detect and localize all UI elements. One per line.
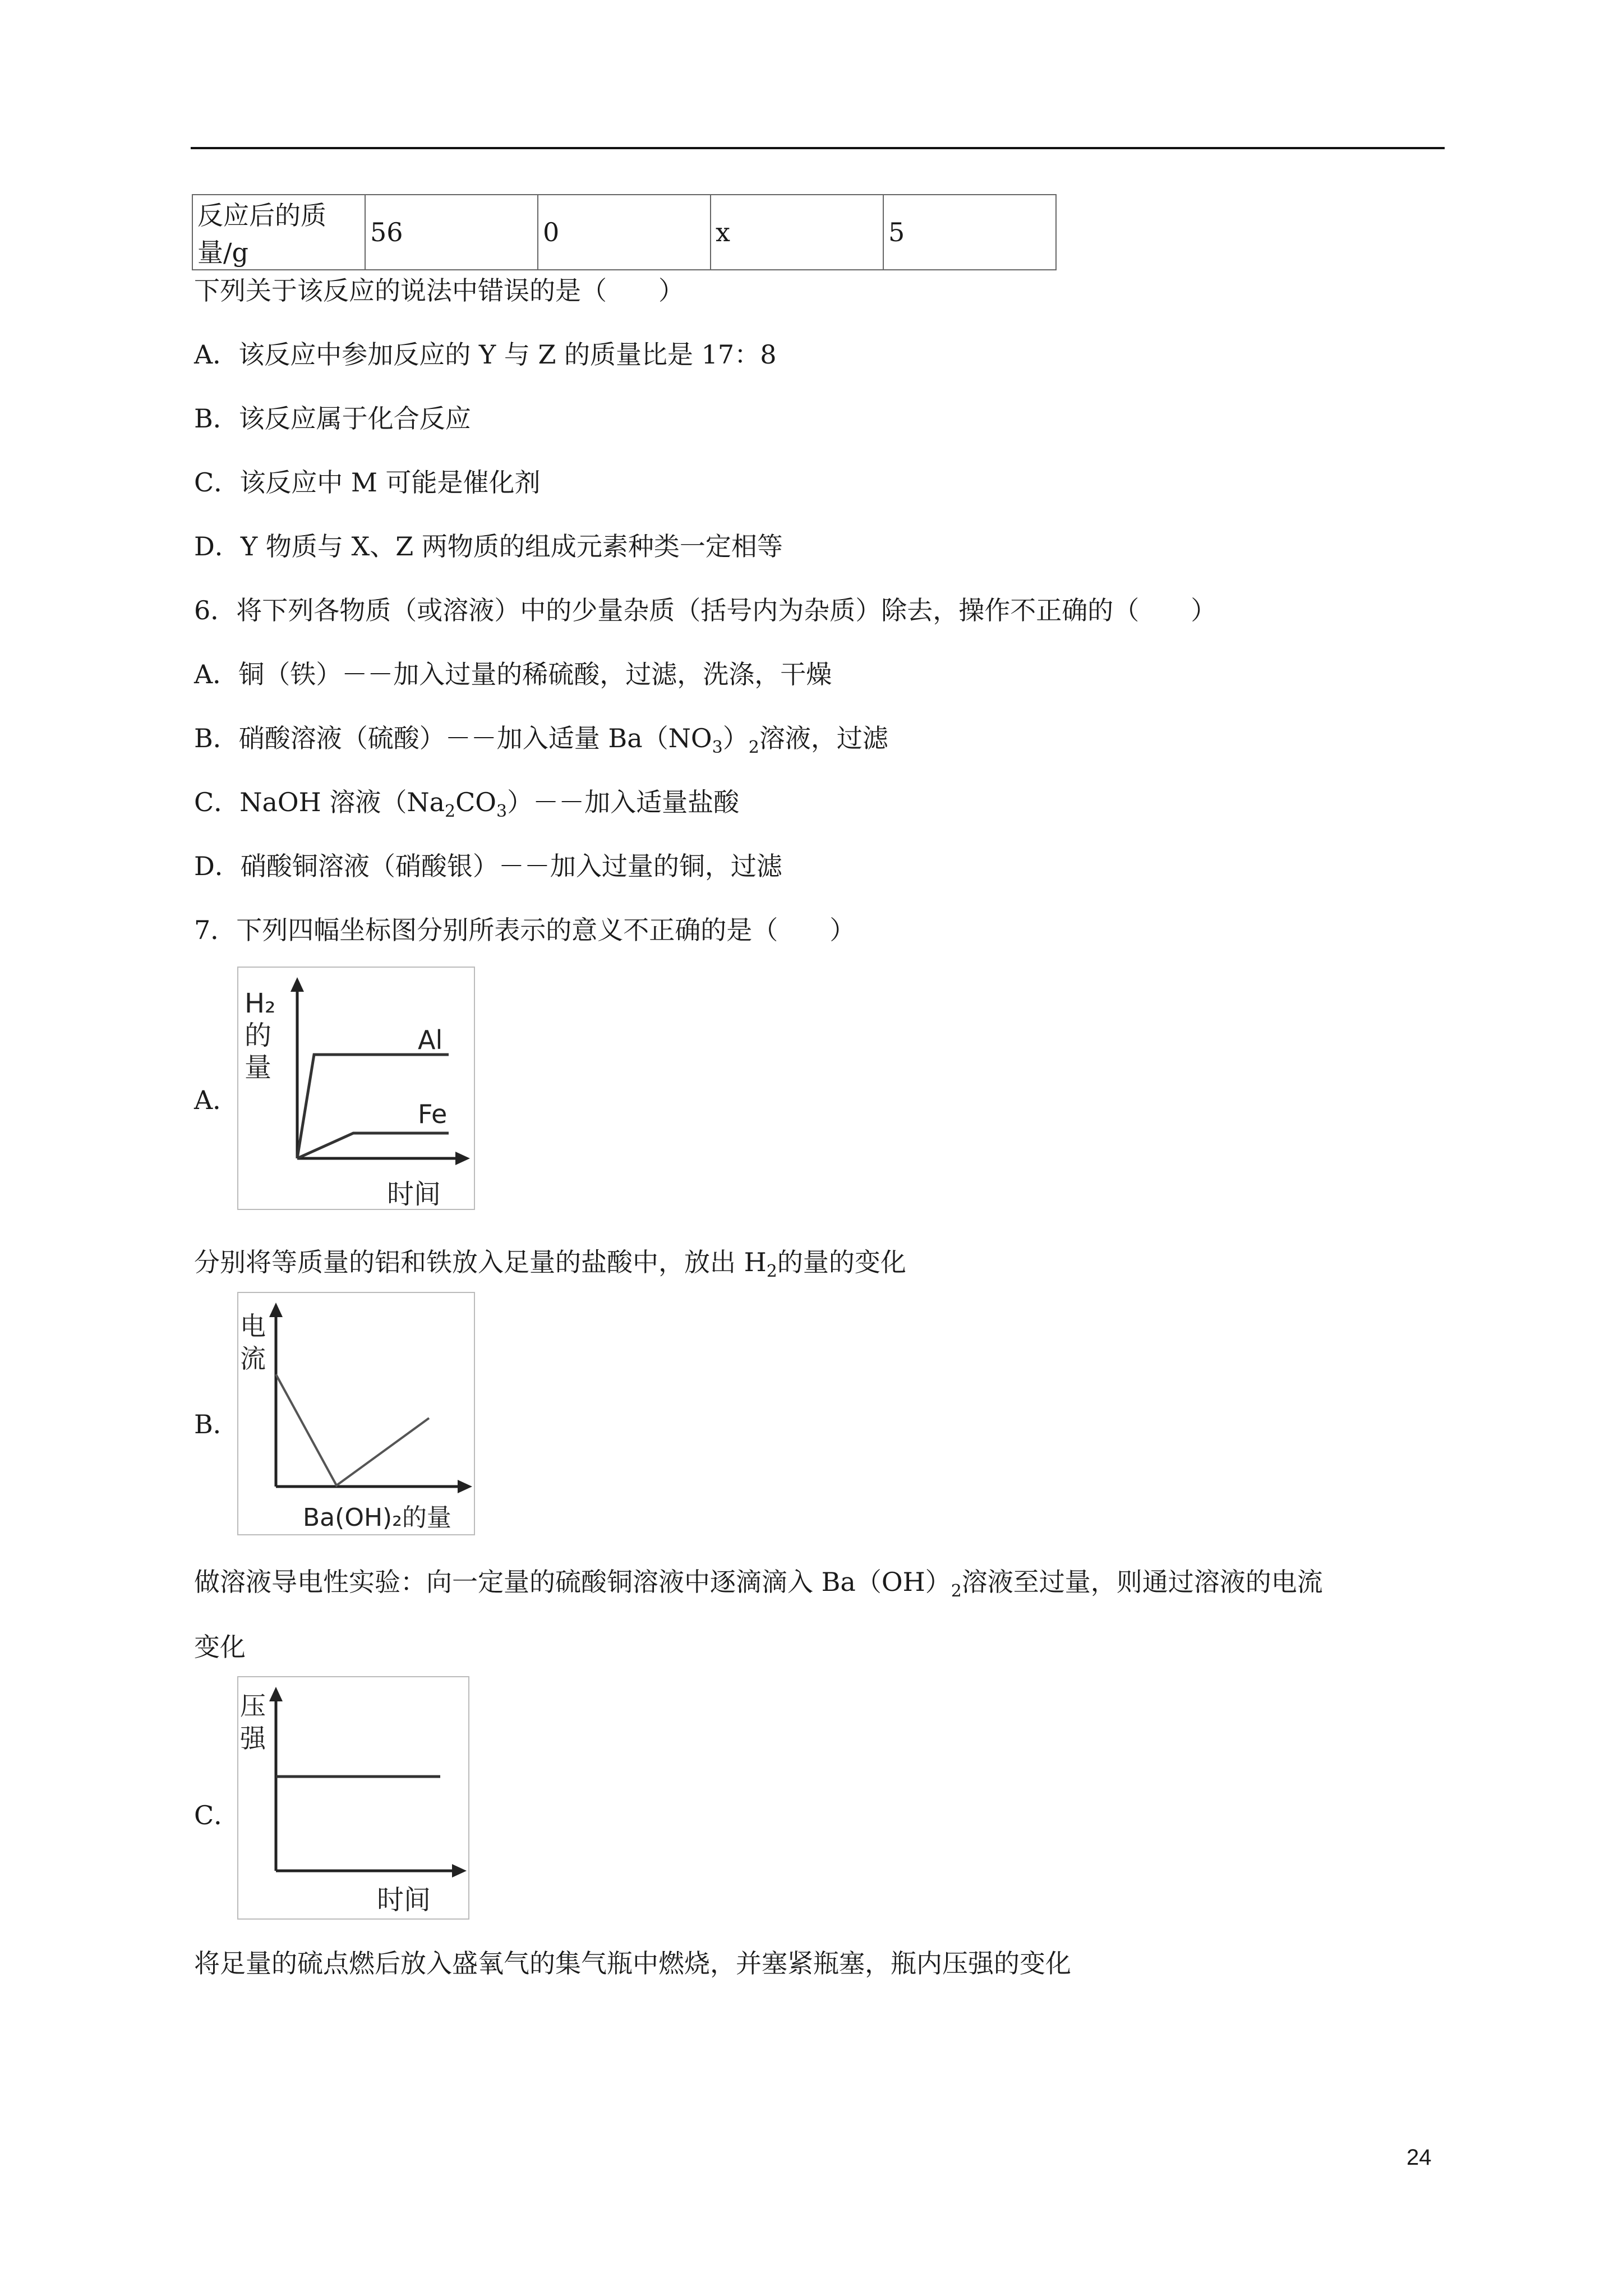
q6-option-b: B．硝酸溶液（硫酸）－－加入适量 $Ba(NO_3)_2$溶液，过滤 xyxy=(194,723,888,758)
q7-b-desc-line1: 做溶液导电性实验：向一定量的硫酸铜溶液中逐滴滴入 $Ba(OH)_2$溶液至过量，则通过溶液的电流 xyxy=(194,1567,1323,1602)
q7-a-desc: 分别将等质量的铝和铁放入足量的盐酸中，放出 $H_2$的量的变化 xyxy=(194,1247,906,1282)
series-label-al: Al xyxy=(418,1025,443,1055)
mass-table xyxy=(192,194,1057,270)
graph-a xyxy=(236,965,477,1212)
y-label-1: 压 xyxy=(240,1691,266,1721)
table-cell: x xyxy=(711,195,883,270)
q7-b-desc-line2: 变化 xyxy=(194,1632,246,1662)
y-label-3: 量 xyxy=(245,1052,272,1083)
q7-b-label: B． xyxy=(194,1409,239,1439)
graph-b xyxy=(236,1290,477,1537)
q6-option-a: A．铜（铁）－－加入过量的稀硫酸，过滤，洗涤，干燥 xyxy=(194,659,832,689)
q7-c-desc: 将足量的硫点燃后放入盛氧气的集气瓶中燃烧，并塞紧瓶塞，瓶内压强的变化 xyxy=(194,1948,1071,1978)
y-label-2: 流 xyxy=(240,1343,266,1374)
q7-stem: 7．下列四幅坐标图分别所表示的意义不正确的是（ ） xyxy=(194,915,856,945)
table-cell: 56 xyxy=(365,195,538,270)
x-label: 时间 xyxy=(387,1179,441,1210)
fe-curve xyxy=(297,1133,449,1158)
table-cell: 5 xyxy=(883,195,1056,270)
table-cell: 0 xyxy=(538,195,711,270)
q6-stem: 6．将下列各物质（或溶液）中的少量杂质（括号内为杂质）除去，操作不正确的（ ） xyxy=(194,595,1217,625)
page-number: 24 xyxy=(1407,2145,1432,2170)
x-label: 时间 xyxy=(377,1884,431,1916)
y-label-2: 强 xyxy=(240,1723,266,1754)
q7-c-label: C． xyxy=(194,1800,240,1830)
q5-option-c: C．该反应中 M 可能是催化剂 xyxy=(194,467,541,498)
q5-option-d: D．Y 物质与 X、Z 两物质的组成元素种类一定相等 xyxy=(194,531,783,562)
table-row-label: 反应后的质量/g xyxy=(192,195,365,270)
y-label-1: 电 xyxy=(240,1311,266,1341)
q5-option-a: A．该反应中参加反应的 Y 与 Z 的质量比是 17：8 xyxy=(194,339,777,370)
y-label-2: 的 xyxy=(245,1020,272,1051)
table-row xyxy=(192,195,1056,270)
q6-option-c: C．NaOH 溶液$(Na_2CO_3)--$加入适量盐酸 xyxy=(194,787,740,822)
q6-option-d: D．硝酸铜溶液（硝酸银）－－加入过量的铜，过滤 xyxy=(194,851,782,881)
y-label-1: H₂ xyxy=(245,988,276,1019)
q5-stem: 下列关于该反应的说法中错误的是（ ） xyxy=(194,275,684,306)
series-label-fe: Fe xyxy=(418,1099,448,1129)
graph-c xyxy=(236,1674,471,1921)
header-rule xyxy=(191,147,1445,149)
q7-a-label: A． xyxy=(194,1085,239,1115)
x-label: Ba(OH)₂的量 xyxy=(303,1503,451,1532)
q5-option-b: B．该反应属于化合反应 xyxy=(194,403,471,434)
current-curve xyxy=(276,1374,429,1485)
